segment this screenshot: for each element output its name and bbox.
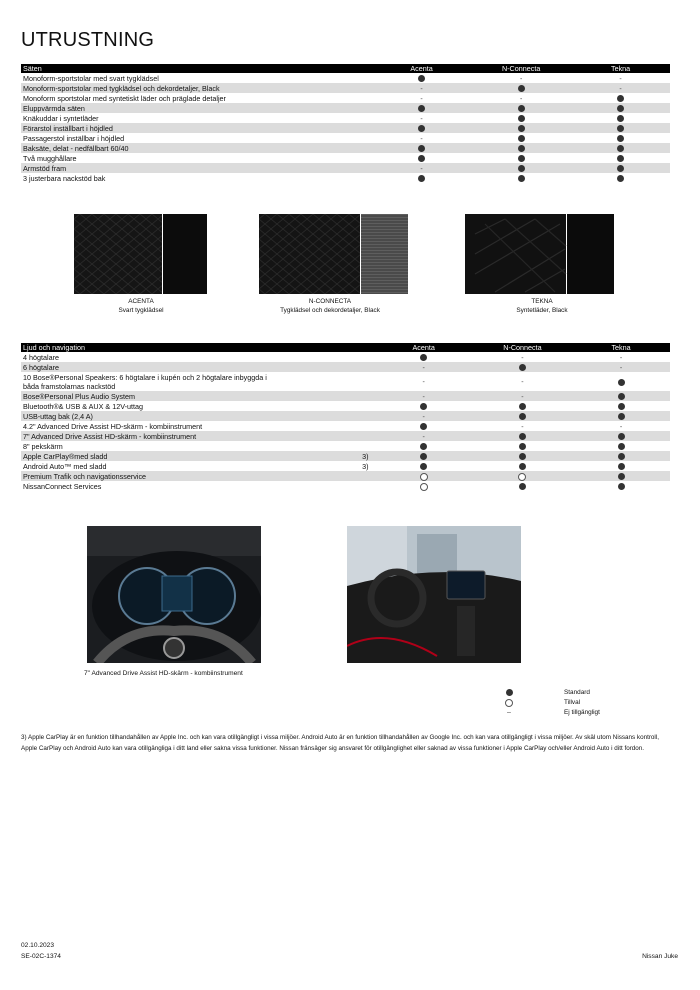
nconnecta-cell — [471, 73, 571, 83]
nconnecta-cell — [473, 362, 572, 372]
legend-na — [504, 709, 624, 719]
filled-dot-icon — [418, 145, 425, 152]
legend-option — [504, 699, 624, 709]
nconnecta-cell — [471, 123, 571, 133]
nconnecta-cell — [473, 352, 572, 362]
filled-dot-icon — [618, 443, 625, 450]
instrument-cluster-image — [87, 526, 261, 663]
dash-icon: - — [619, 75, 622, 83]
filled-dot-icon — [420, 354, 427, 361]
tekna-cell — [572, 372, 670, 391]
header-tekna: Tekna — [571, 64, 670, 73]
filled-dot-icon — [420, 443, 427, 450]
nconnecta-cell — [471, 163, 571, 173]
table-row — [21, 73, 670, 83]
acenta-cell — [375, 441, 473, 451]
acenta-cell — [375, 471, 473, 481]
filled-dot-icon — [519, 433, 526, 440]
dash-icon: - — [619, 354, 623, 362]
table-row — [21, 401, 670, 411]
feature-label: Monoform-sportstolar med svart tygklädsel — [21, 73, 309, 83]
footnote-ref — [311, 431, 374, 441]
tekna-cell — [571, 83, 670, 93]
dash-icon: – — [507, 709, 511, 716]
filled-dot-icon — [617, 135, 624, 142]
open-circle-icon — [420, 473, 428, 481]
upholstery-desc: Tygklädsel och dekordetaljer, Black — [280, 307, 380, 314]
upholstery-name: ACENTA — [128, 298, 154, 305]
tekna-cell — [572, 411, 670, 421]
feature-label: 8" pekskärm — [21, 441, 311, 451]
filled-dot-icon — [518, 165, 525, 172]
tekna-cell — [572, 481, 670, 491]
filled-dot-icon — [418, 175, 425, 182]
legend-label: Tillval — [564, 699, 581, 706]
feature-label: Armstöd fram — [21, 163, 309, 173]
feature-label: Android Auto™ med sladd — [21, 461, 311, 471]
nconnecta-cell — [473, 372, 572, 391]
nconnecta-cell — [473, 401, 572, 411]
table-row — [21, 103, 670, 113]
feature-label: Knäkuddar i syntetläder — [21, 113, 309, 123]
table-row — [21, 352, 670, 362]
table-row — [21, 163, 670, 173]
open-circle-icon — [504, 699, 514, 707]
dash-icon: - — [420, 135, 423, 143]
feature-label: 3 justerbara nackstöd bak — [21, 173, 309, 183]
tekna-cell — [572, 431, 670, 441]
legend-label: Ej tillgängligt — [564, 709, 600, 716]
acenta-cell — [372, 83, 471, 93]
footer-date: 02.10.2023 — [21, 942, 55, 949]
dash-icon: - — [519, 95, 523, 103]
dash-icon: - — [619, 423, 623, 431]
tekna-cell — [571, 103, 670, 113]
dash-icon: - — [420, 95, 423, 103]
tekna-cell — [571, 173, 670, 183]
nconnecta-cell — [471, 133, 571, 143]
feature-label: 7" Advanced Drive Assist HD-skärm - kombiinstrument — [21, 431, 311, 441]
acenta-cell — [372, 93, 471, 103]
dash-icon: - — [521, 379, 524, 386]
feature-label: Baksäte, delat - nedfällbart 60/40 — [21, 143, 309, 153]
dash-icon: - — [619, 85, 622, 93]
nconnecta-fabric-image — [259, 214, 408, 294]
footnote-ref — [311, 401, 374, 411]
filled-dot-icon — [618, 379, 625, 386]
nconnecta-cell — [471, 113, 571, 123]
table-row — [21, 451, 670, 461]
tekna-cell — [571, 93, 670, 103]
footer-brand: Nissan Juke — [642, 953, 678, 960]
nconnecta-cell — [473, 451, 572, 461]
page-title: UTRUSTNING — [21, 29, 155, 51]
dash-icon: - — [422, 364, 425, 372]
tekna-cell — [572, 471, 670, 481]
table-row — [21, 421, 670, 431]
filled-dot-icon — [418, 75, 425, 82]
legend-label: Standard — [564, 689, 590, 696]
legend-standard — [504, 689, 624, 699]
feature-label: USB-uttag bak (2,4 A) — [21, 411, 311, 421]
filled-dot-icon — [518, 115, 525, 122]
nconnecta-cell — [473, 471, 572, 481]
table-row — [21, 83, 670, 93]
tekna-cell — [571, 133, 670, 143]
table-row — [21, 113, 670, 123]
filled-dot-icon — [618, 463, 625, 470]
footnote-ref — [309, 143, 372, 153]
nconnecta-cell — [473, 441, 572, 451]
dash-icon: - — [422, 433, 425, 441]
table-row — [21, 441, 670, 451]
nconnecta-cell — [473, 431, 572, 441]
table-row — [21, 153, 670, 163]
filled-dot-icon — [504, 689, 514, 696]
filled-dot-icon — [518, 85, 525, 92]
table-row — [21, 461, 670, 471]
filled-dot-icon — [618, 473, 625, 480]
footnote-ref — [309, 173, 372, 183]
tekna-cell — [572, 401, 670, 411]
header-tekna: Tekna — [572, 343, 670, 352]
upholstery-caption-tekna — [462, 297, 622, 315]
footer-code: SE-02C-1374 — [21, 953, 61, 960]
acenta-cell — [375, 421, 473, 431]
footnote-ref — [311, 441, 374, 451]
acenta-cell — [375, 411, 473, 421]
acenta-cell — [375, 481, 473, 491]
table-row — [21, 471, 670, 481]
feature-label: Monoform sportstolar med syntetiskt läder och präglade detaljer — [21, 93, 309, 103]
filled-dot-icon — [518, 135, 525, 142]
feature-label: NissanConnect Services — [21, 481, 311, 491]
feature-label: Premium Trafik och navigationsservice — [21, 471, 311, 481]
filled-dot-icon — [518, 155, 525, 162]
footnote-ref — [309, 103, 372, 113]
filled-dot-icon — [519, 364, 526, 371]
feature-label: Förarstol inställbart i höjdled — [21, 123, 309, 133]
instrument-cluster-photo — [87, 526, 261, 663]
table-row — [21, 431, 670, 441]
footnote-ref — [309, 83, 372, 93]
footnote-ref — [309, 153, 372, 163]
filled-dot-icon — [617, 155, 624, 162]
filled-dot-icon — [420, 453, 427, 460]
acenta-cell — [372, 123, 471, 133]
filled-dot-icon — [519, 413, 526, 420]
feature-label: Bluetooth®& USB & AUX & 12V-uttag — [21, 401, 311, 411]
table-row — [21, 123, 670, 133]
footnote-ref: 3) — [311, 451, 374, 461]
dash-icon: - — [521, 354, 524, 362]
feature-label: Passagerstol inställbar i höjdled — [21, 133, 309, 143]
interior-dashboard-image — [347, 526, 521, 663]
acenta-cell — [375, 362, 473, 372]
table-row — [21, 372, 670, 391]
feature-label: 4.2" Advanced Drive Assist HD-skärm - kombiinstrument — [21, 421, 311, 431]
table-row — [21, 93, 670, 103]
acenta-cell — [375, 461, 473, 471]
upholstery-swatch-acenta — [74, 214, 207, 294]
filled-dot-icon — [420, 423, 427, 430]
footnote-ref — [309, 93, 372, 103]
footnote-ref — [309, 163, 372, 173]
nconnecta-cell — [473, 461, 572, 471]
seats-header-title: Säten — [21, 64, 372, 73]
acenta-fabric-image — [74, 214, 207, 294]
filled-dot-icon — [617, 115, 624, 122]
tekna-cell — [572, 441, 670, 451]
tekna-cell — [571, 143, 670, 153]
tekna-cell — [572, 461, 670, 471]
tekna-cell — [571, 163, 670, 173]
footnote-ref: 3) — [311, 461, 374, 471]
filled-dot-icon — [618, 433, 625, 440]
filled-dot-icon — [617, 95, 624, 102]
acenta-cell — [372, 163, 471, 173]
upholstery-desc: Syntetläder, Black — [516, 307, 568, 314]
tekna-cell — [572, 362, 670, 372]
filled-dot-icon — [420, 403, 427, 410]
filled-dot-icon — [519, 443, 526, 450]
table-row — [21, 391, 670, 401]
feature-label: Apple CarPlay®med sladd — [21, 451, 311, 461]
table-row — [21, 133, 670, 143]
upholstery-caption-acenta — [61, 297, 221, 315]
acenta-cell — [372, 103, 471, 113]
footnote-ref — [311, 411, 374, 421]
header-acenta: Acenta — [372, 64, 471, 73]
seats-header-row — [21, 64, 670, 73]
tekna-cell — [571, 73, 670, 83]
feature-label: 6 högtalare — [21, 362, 311, 372]
dash-icon: - — [422, 413, 425, 421]
upholstery-desc: Svart tygklädsel — [118, 307, 164, 314]
filled-dot-icon — [617, 145, 624, 152]
audio-navigation-table — [21, 343, 670, 491]
tekna-cell — [572, 391, 670, 401]
nconnecta-cell — [471, 103, 571, 113]
filled-dot-icon — [617, 105, 624, 112]
upholstery-swatch-nconnecta — [259, 214, 408, 294]
filled-dot-icon — [418, 105, 425, 112]
footnote-ref — [311, 421, 374, 431]
nconnecta-cell — [473, 411, 572, 421]
table-row — [21, 143, 670, 153]
tekna-cell — [572, 451, 670, 461]
upholstery-caption-nconnecta — [250, 297, 410, 315]
audio-header-title: Ljud och navigation — [21, 343, 375, 352]
header-nconnecta: N-Connecta — [473, 343, 572, 352]
dash-icon: - — [619, 364, 623, 372]
open-circle-icon — [420, 483, 428, 491]
acenta-cell — [375, 391, 473, 401]
dash-icon: - — [521, 423, 524, 431]
tekna-cell — [572, 352, 670, 362]
footnote: 3) Apple CarPlay är en funktion tillhandahållen av Apple Inc. och kan vara otillgängligt i vissa miljöer. Android Auto är en funktion tillhandahållen av Google Inc. och kan vara otillgängligt i vissa miljöer. Av skäl utom Nissans kontroll, Apple CarPlay och Android Auto kan vara otillgängliga i ditt land eller sakna vissa funktioner. Nissan fränsäger sig ansvaret för otillgänglighet eller saknad av vissa funktioner i Apple CarPlay och/eller Android Auto i ditt fordon. — [21, 734, 659, 752]
interior-dashboard-photo — [347, 526, 521, 663]
nconnecta-cell — [471, 153, 571, 163]
acenta-cell — [375, 352, 473, 362]
footnote-ref — [311, 362, 374, 372]
tekna-cell — [571, 153, 670, 163]
filled-dot-icon — [518, 145, 525, 152]
filled-dot-icon — [518, 125, 525, 132]
footnote-ref — [311, 471, 374, 481]
feature-label: Monoform-sportstolar med tygklädsel och dekordetaljer, Black — [21, 83, 309, 93]
acenta-cell — [375, 372, 473, 391]
seats-table — [21, 64, 670, 183]
tekna-cell — [571, 113, 670, 123]
footnote-ref — [311, 352, 374, 362]
table-row — [21, 411, 670, 421]
filled-dot-icon — [618, 483, 625, 490]
nconnecta-cell — [473, 421, 572, 431]
table-row — [21, 362, 670, 372]
acenta-cell — [375, 431, 473, 441]
filled-dot-icon — [519, 403, 526, 410]
header-acenta: Acenta — [375, 343, 473, 352]
filled-dot-icon — [617, 125, 624, 132]
nconnecta-cell — [471, 83, 571, 93]
upholstery-name: TEKNA — [531, 298, 553, 305]
filled-dot-icon — [518, 105, 525, 112]
tekna-cell — [572, 421, 670, 431]
tekna-cell — [571, 123, 670, 133]
feature-label: Bose®Personal Plus Audio System — [21, 391, 311, 401]
dash-icon: - — [420, 165, 423, 173]
dash-icon: - — [422, 393, 425, 401]
footnote-ref — [311, 481, 374, 491]
audio-header-row — [21, 343, 670, 352]
filled-dot-icon — [418, 155, 425, 162]
dash-icon: - — [519, 75, 523, 83]
tekna-leather-image — [465, 214, 614, 294]
filled-dot-icon — [519, 453, 526, 460]
dash-icon: - — [420, 85, 423, 93]
filled-dot-icon — [618, 453, 625, 460]
filled-dot-icon — [618, 393, 625, 400]
acenta-cell — [375, 451, 473, 461]
footnote-ref — [309, 113, 372, 123]
filled-dot-icon — [519, 483, 526, 490]
feature-label: 4 högtalare — [21, 352, 311, 362]
filled-dot-icon — [420, 463, 427, 470]
footnote-ref — [311, 391, 374, 401]
nconnecta-cell — [471, 143, 571, 153]
filled-dot-icon — [617, 175, 624, 182]
nconnecta-cell — [473, 391, 572, 401]
acenta-cell — [372, 113, 471, 123]
feature-label: Två mugghållare — [21, 153, 309, 163]
footnote-ref — [309, 133, 372, 143]
filled-dot-icon — [518, 175, 525, 182]
upholstery-name: N-CONNECTA — [308, 298, 352, 305]
filled-dot-icon — [519, 463, 526, 470]
footnote-ref — [311, 372, 374, 391]
table-row — [21, 173, 670, 183]
acenta-cell — [372, 143, 471, 153]
table-row — [21, 481, 670, 491]
acenta-cell — [372, 173, 471, 183]
acenta-cell — [372, 153, 471, 163]
footnote-ref — [309, 123, 372, 133]
dash-icon: - — [521, 393, 524, 401]
nconnecta-cell — [471, 93, 571, 103]
filled-dot-icon — [418, 125, 425, 132]
acenta-cell — [375, 401, 473, 411]
feature-label: 10 Bose®Personal Speakers: 6 högtalare i kupén och 2 högtalare inbyggda i båda framstolarnas nackstöd — [21, 372, 311, 391]
filled-dot-icon — [618, 403, 625, 410]
photo-caption: 7" Advanced Drive Assist HD-skärm - kombiinstrument — [84, 670, 243, 677]
upholstery-swatch-tekna — [465, 214, 614, 294]
footnote-ref — [309, 73, 372, 83]
filled-dot-icon — [617, 165, 624, 172]
nconnecta-cell — [473, 481, 572, 491]
dash-icon: - — [422, 379, 425, 386]
dash-icon: - — [420, 115, 423, 123]
acenta-cell — [372, 73, 471, 83]
feature-label: Eluppvärmda säten — [21, 103, 309, 113]
header-nconnecta: N-Connecta — [471, 64, 571, 73]
nconnecta-cell — [471, 173, 571, 183]
filled-dot-icon — [618, 413, 625, 420]
acenta-cell — [372, 133, 471, 143]
open-circle-icon — [518, 473, 526, 481]
